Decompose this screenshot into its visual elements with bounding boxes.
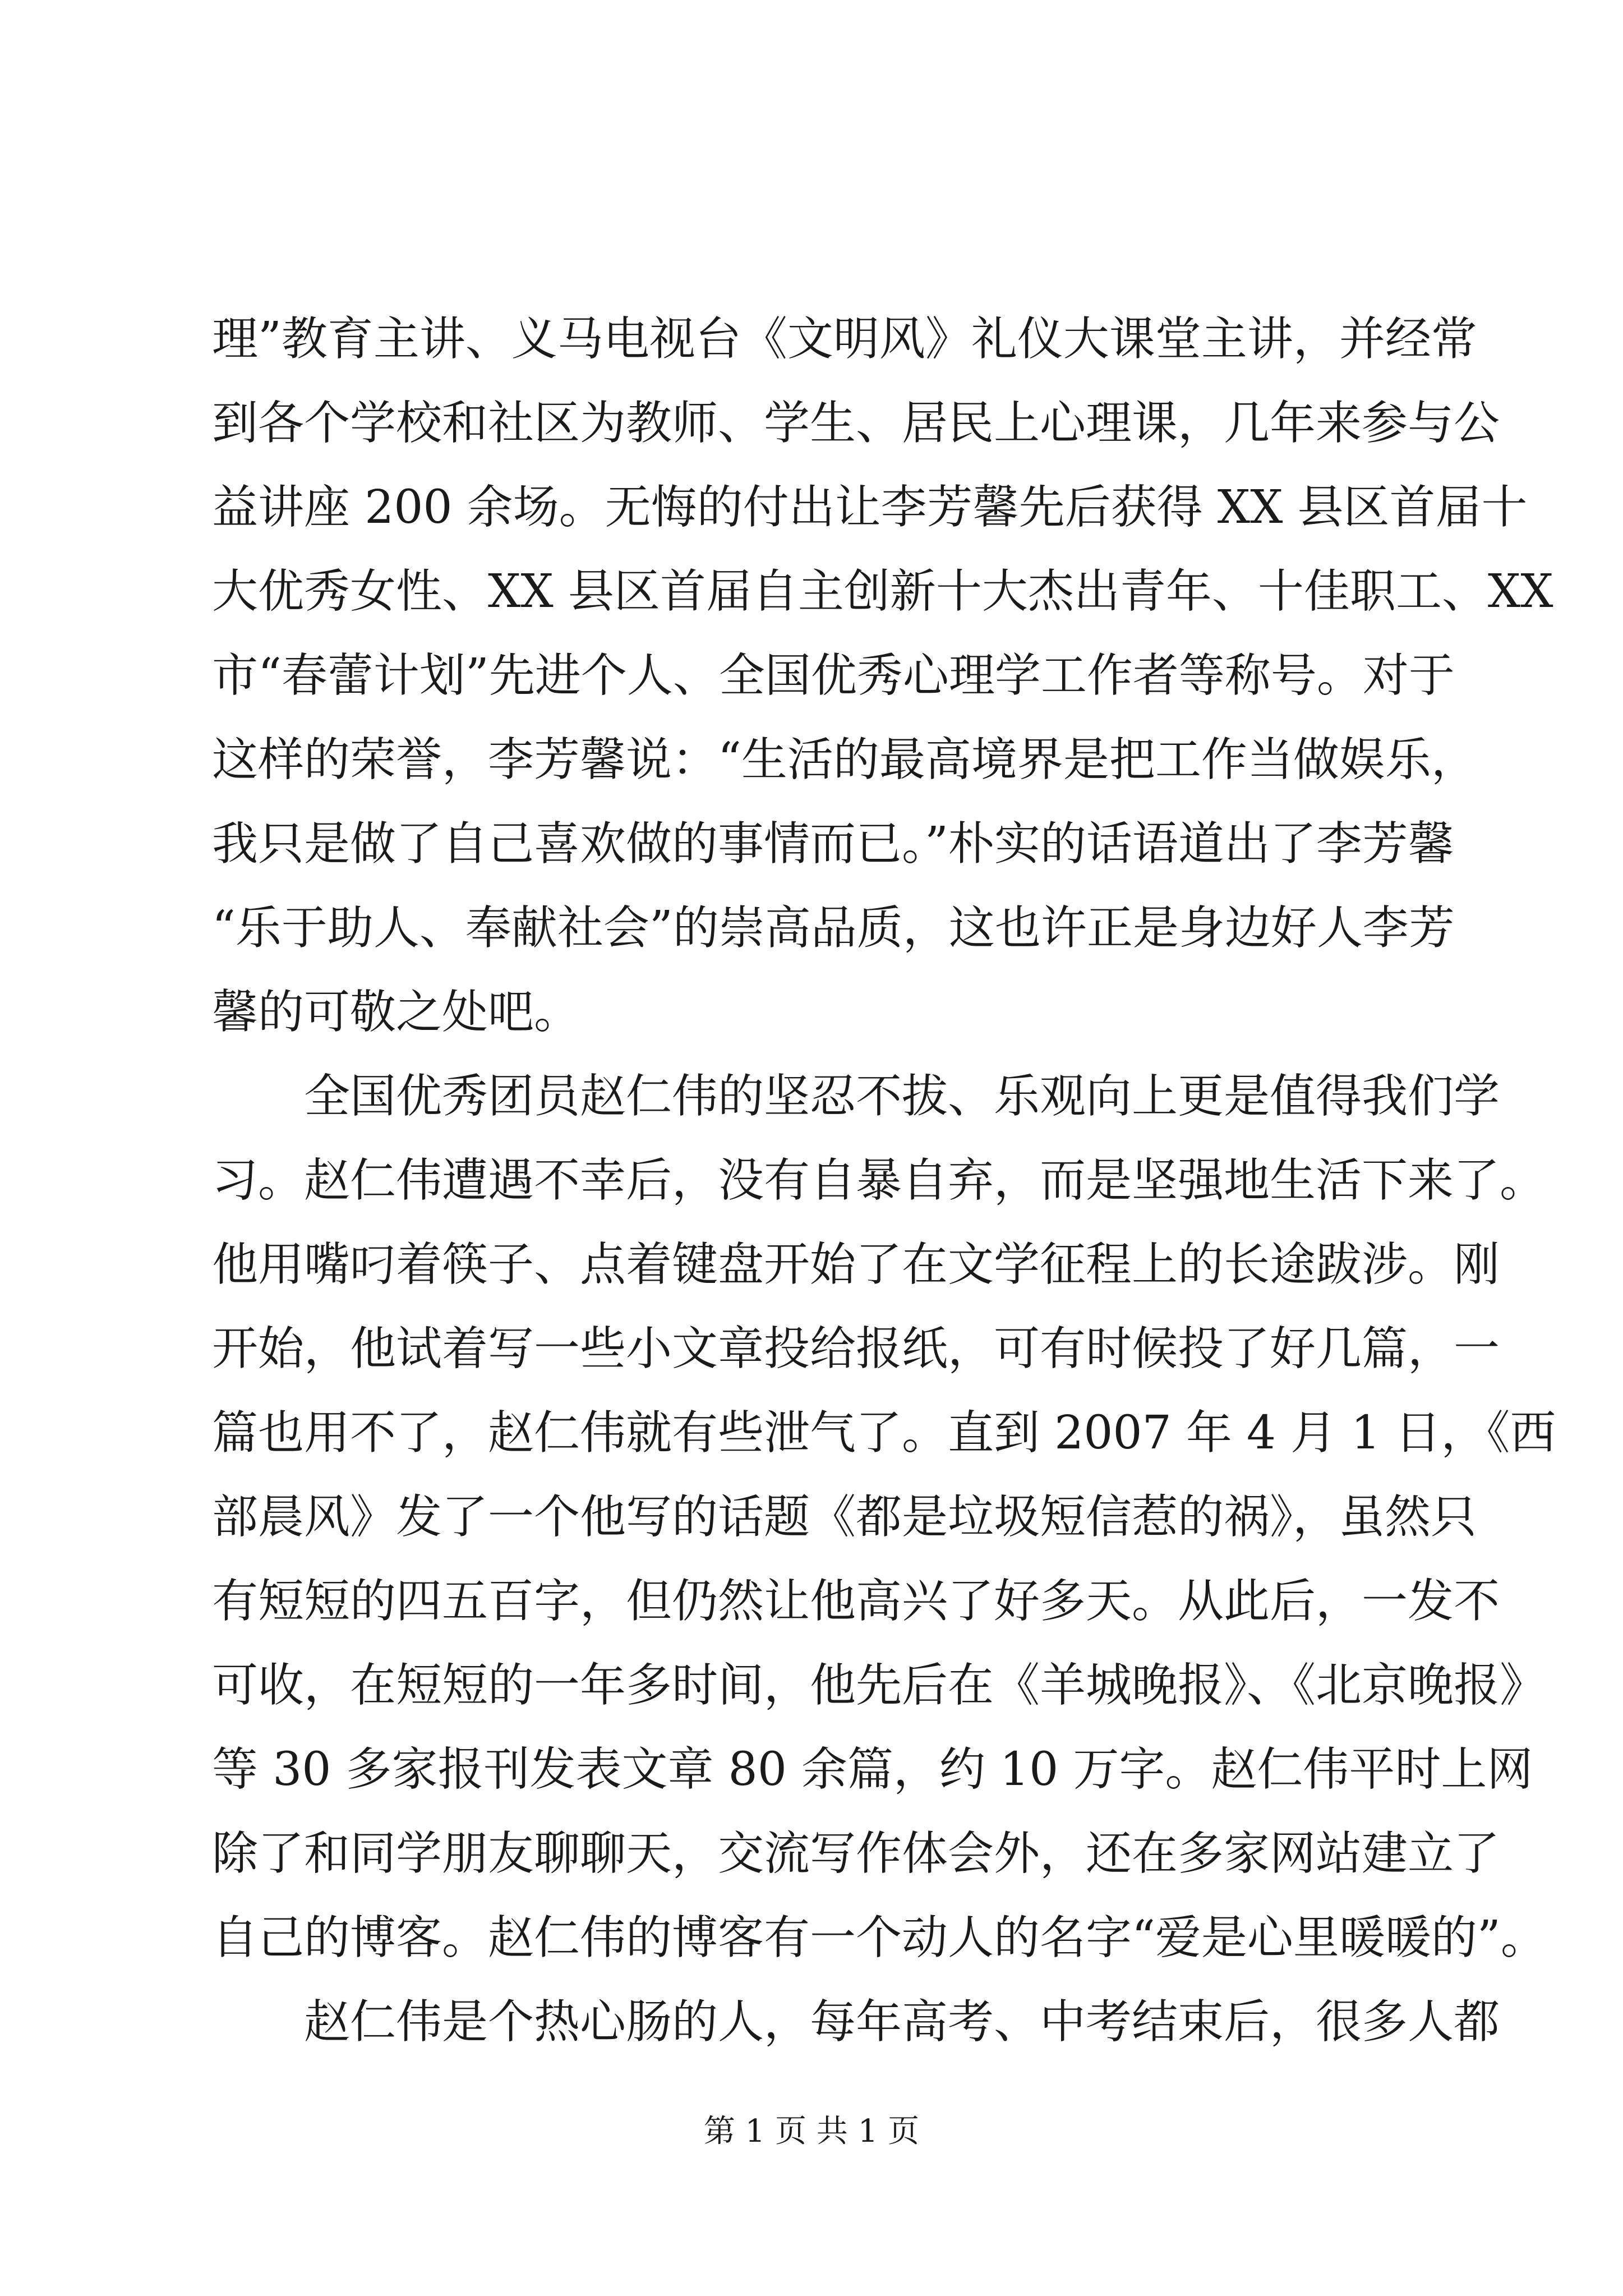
text-line: 篇也用不了，赵仁伟就有些泄气了。直到 2007 年 4 月 1 日，《西 <box>212 1406 1556 1460</box>
text-line: 到各个学校和社区为教师、学生、居民上心理课，几年来参与公 <box>212 397 1500 450</box>
text-line: 大优秀女性、XX 县区首届自主创新十大杰出青年、十佳职工、XX <box>212 565 1553 618</box>
text-line: 开始，他试着写一些小文章投给报纸，可有时候投了好几篇，一 <box>212 1322 1500 1375</box>
text-line: 等 30 多家报刊发表文章 80 余篇，约 10 万字。赵仁伟平时上网 <box>212 1743 1533 1796</box>
text-line: 馨的可敬之处吧。 <box>212 986 580 1039</box>
text-line: 有短短的四五百字，但仍然让他高兴了好多天。从此后，一发不 <box>212 1575 1500 1628</box>
text-line: 这样的荣誉，李芳馨说：“生活的最高境界是把工作当做娱乐， <box>212 733 1477 786</box>
page-footer: 第 1 页 共 1 页 <box>703 2113 920 2150</box>
body-text <box>212 297 1556 2064</box>
text-line: 可收，在短短的一年多时间，他先后在《羊城晚报》、《北京晚报》 <box>212 1659 1546 1712</box>
text-line: 益讲座 200 余场。无悔的付出让李芳馨先后获得 XX 县区首届十 <box>212 481 1528 534</box>
text-line: 习。赵仁伟遭遇不幸后，没有自暴自弃，而是坚强地生活下来了。 <box>212 1154 1546 1207</box>
text-line: 他用嘴叼着筷子、点着键盘开始了在文学征程上的长途跋涉。刚 <box>212 1238 1500 1291</box>
paragraph-start-line: 赵仁伟是个热心肠的人，每年高考、中考结束后，很多人都 <box>304 1995 1500 2049</box>
text-line: 理”教育主讲、义马电视台《文明风》礼仪大课堂主讲，并经常 <box>212 312 1477 366</box>
text-line: 自己的博客。赵仁伟的博客有一个动人的名字“爱是心里暖暖的”。 <box>212 1911 1547 1964</box>
paragraph-start-line: 全国优秀团员赵仁伟的坚忍不拔、乐观向上更是值得我们学 <box>304 1070 1500 1123</box>
text-line: 市“春蕾计划”先进个人、全国优秀心理学工作者等称号。对于 <box>212 649 1455 702</box>
text-line: “乐于助人、奉献社会”的崇高品质，这也许正是身边好人李芳 <box>212 901 1455 955</box>
text-line: 部晨风》发了一个他写的话题《都是垃圾短信惹的祸》，虽然只 <box>212 1490 1477 1544</box>
text-line: 除了和同学朋友聊聊天，交流写作体会外，还在多家网站建立了 <box>212 1827 1500 1880</box>
text-line: 我只是做了自己喜欢做的事情而已。”朴实的话语道出了李芳馨 <box>212 817 1454 871</box>
